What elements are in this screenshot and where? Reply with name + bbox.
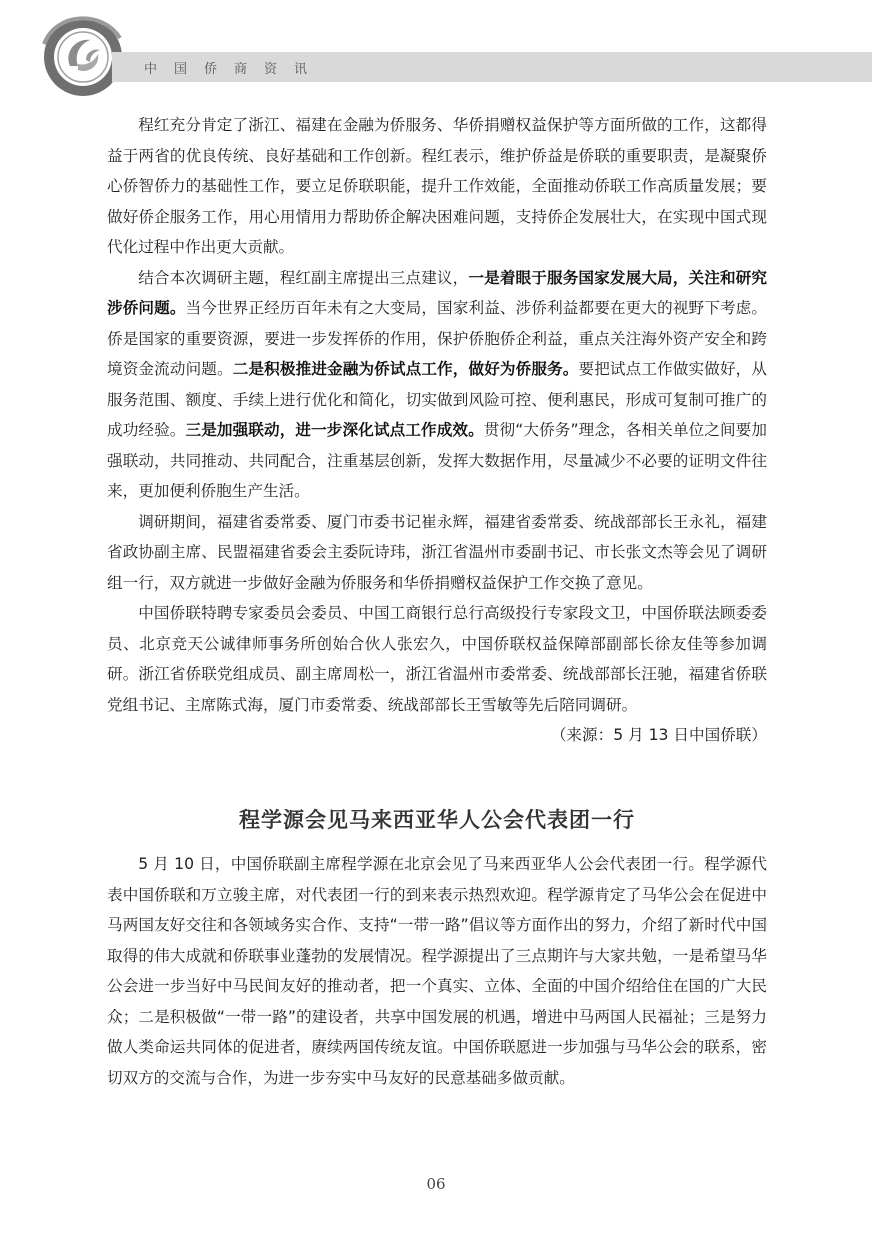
paragraph: 中国侨联特聘专家委员会委员、中国工商银行总行高级投行专家段文卫，中国侨联法顾委委员、北京竞天公诚律师事务所创始合伙人张宏久，中国侨联权益保障部副部长徐友佳等参加调研。浙江省侨联党组成员、副主席周松一，浙江省温州市委常委、统战部部长汪驰，福建省侨联党组书记、主席陈式海，厦门市委常委、统战部部长王雪敏等先后陪同调研。 [107, 604, 767, 714]
paragraph: 5 月 10 日，中国侨联副主席程学源在北京会见了马来西亚华人公会代表团一行。程学源代表中国侨联和万立骏主席，对代表团一行的到来表示热烈欢迎。程学源肯定了马华公会在促进中马两国友好交往和各领域务实合作、支持“一带一路”倡议等方面作出的努力，介绍了新时代中国取得的伟大成就和侨联事业蓬勃的发展情况。程学源提出了三点期许与大家共勉，一是希望马华公会进一步当好中马民间友好的推动者，把一个真实、立体、全面的中国介绍给住在国的广大民众；二是积极做“一带一路”的建设者，共享中国发展的机遇，增进中马两国人民福祉；三是努力做人类命运共同体的促进者，赓续两国传统友谊。中国侨联愿进一步加强与马华公会的联系，密切双方的交流与合作，为进一步夯实中马友好的民意基础多做贡献。 [107, 855, 767, 1087]
article-continuation [107, 110, 767, 751]
page-number: 06 [426, 1175, 446, 1193]
source-note: （来源：5 月 13 日中国侨联） [550, 726, 767, 744]
paragraph: 调研期间，福建省委常委、厦门市委书记崔永辉，福建省委常委、统战部部长王永礼，福建省政协副主席、民盟福建省委会主委阮诗玮，浙江省温州市委副书记、市长张文杰等会见了调研组一行，双方就进一步做好金融为侨服务和华侨捐赠权益保护工作交换了意见。 [107, 512, 767, 592]
recommendation-three: 三是加强联动，进一步深化试点工作成效。 [185, 421, 484, 439]
recommendation-one: 一是着眼于服务国家发展大局，关注和研究涉侨问题。 [107, 268, 767, 317]
section-title: 中国侨商资讯 [144, 62, 325, 77]
paragraph: 结合本次调研主题，程红副主席提出三点建议，一是着眼于服务国家发展大局，关注和研究涉侨问题。当今世界正经历百年未有之大变局，国家利益、涉侨利益都要在更大的视野下考虑。侨是国家的重要资源，要进一步发挥侨的作用，保护侨胞侨企利益，重点关注海外资产安全和跨境资金流动问题。二是积极推进金融为侨试点工作，做好为侨服务。要把试点工作做实做好，从服务范围、额度、手续上进行优化和简化，切实做到风险可控、便利惠民，形成可复制可推广的成功经验。三是加强联动，进一步深化试点工作成效。贯彻“大侨务”理念，各相关单位之间要加强联动，共同推动、共同配合，注重基层创新，发挥大数据作用，尽量减少不必要的证明文件往来，更加便利侨胞生产生活。 [107, 268, 767, 500]
paragraph: 程红充分肯定了浙江、福建在金融为侨服务、华侨捐赠权益保护等方面所做的工作，这都得益于两省的优良传统、良好基础和工作创新。程红表示，维护侨益是侨联的重要职责，是凝聚侨心侨智侨力的基础性工作，要立足侨联职能，提升工作效能，全面推动侨联工作高质量发展；要做好侨企服务工作，用心用情用力帮助侨企解决困难问题，支持侨企发展壮大，在实现中国式现代化过程中作出更大贡献。 [107, 116, 767, 256]
article-title: 程学源会见马来西亚华人公会代表团一行 [239, 808, 635, 832]
recommendation-two: 二是积极推进金融为侨试点工作，做好为侨服务。 [232, 360, 579, 378]
article-body [107, 849, 767, 1093]
